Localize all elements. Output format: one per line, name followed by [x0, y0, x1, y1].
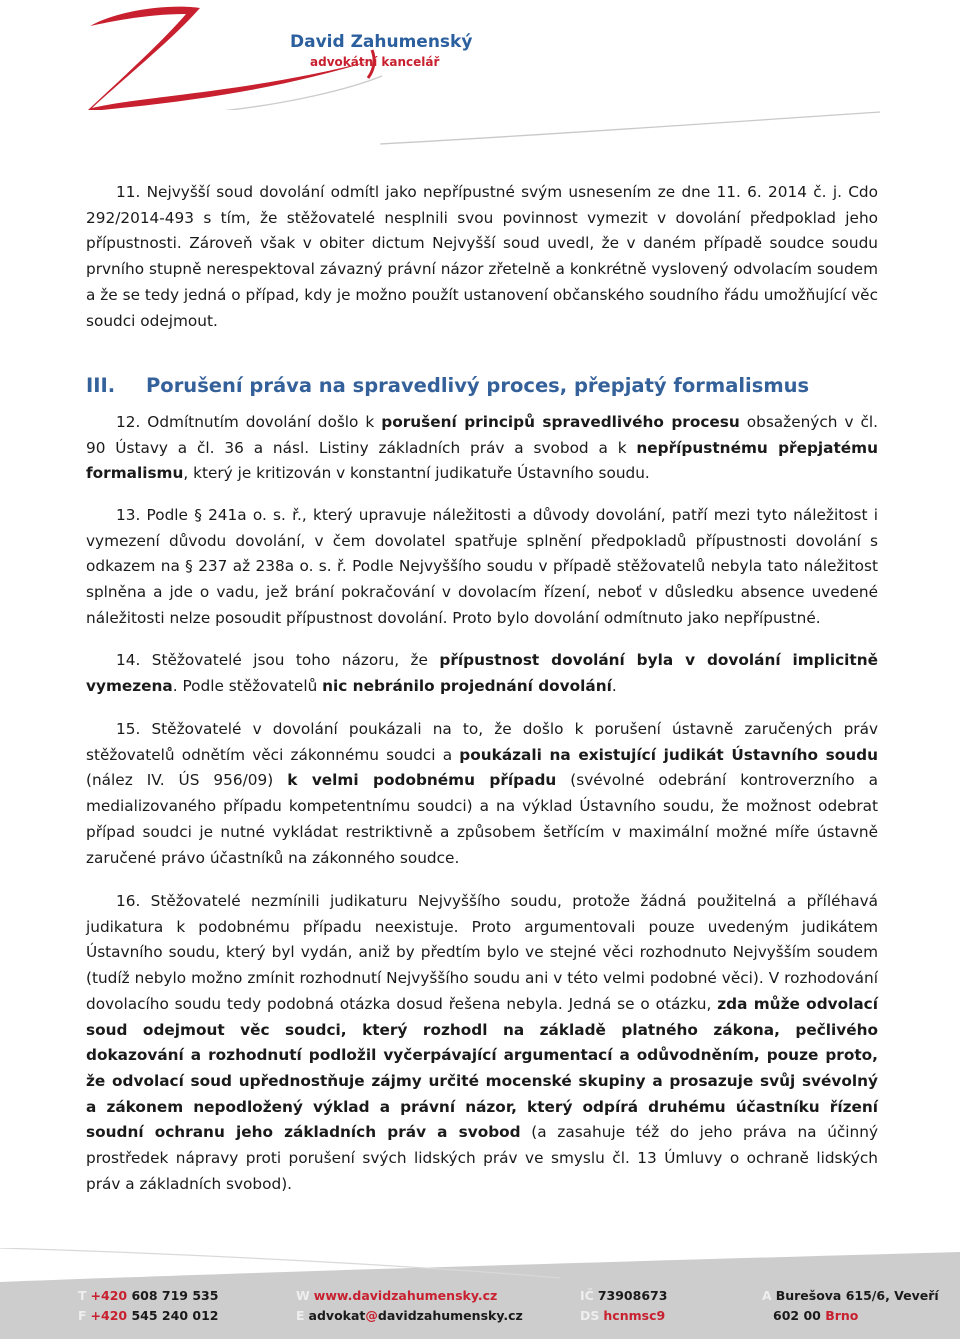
footer-ds: DS hcnmsc9	[580, 1308, 666, 1323]
paragraph-13: 13. Podle § 241a o. s. ř., který upravuje náležitosti a důvody dovolání, patří mezi tyto náležitost i vymezení důvodu dovolání, v čem dovolatel spatřuje splnění předpokladů přípustnosti dovolání s odkazem na § 237 až 238a o. s. ř. Podle Nejvyššího soudu v případě stěžovatelů nebyla tato náležitost splněna a jde o vadu, jež brání pokračování v dovolacím řízení, neboť v důsledku absence uvedené náležitosti nelze posoudit přípustnost dovolání. Proto bylo dovolání odmítnuto jako nepřípustné.	[86, 506, 878, 627]
footer-email-link[interactable]: E advokat@davidzahumensky.cz	[296, 1308, 523, 1323]
emphasis: nepřípustnému přepjatému formalismu	[86, 438, 878, 483]
emphasis: nic nebránilo projednání dovolání	[322, 676, 612, 695]
paragraph-11: 11. Nejvyšší soud dovolání odmítl jako nepřípustné svým usnesením ze dne 11. 6. 2014 č. j. Cdo 292/2014-493 s tím, že stěžovatelé nesplnili svou povinnost vymezit v dovolání předpoklad jeho přípustnosti. Zároveň však v obiter dictum Nejvyšší soud uvedl, že v daném případě soudce soudu prvního stupně nerespektoval závazný právní názor zřetelně a konkrétně vyslovený odvolacím soudem a že se tedy jedná o případ, kdy je možno použít ustanovení občanského soudního řádu umožňující věc soudci odejmout.	[86, 183, 878, 330]
footer	[0, 1248, 960, 1339]
logo-name: David Zahumenský	[290, 32, 473, 52]
section-number: III.	[86, 374, 116, 397]
footer-fax: F +420 545 240 012	[78, 1308, 219, 1323]
header-swoosh-line	[380, 108, 880, 148]
paragraph-12: 12. Odmítnutím dovolání došlo k porušení principů spravedlivého procesu obsažených v čl. 90 Ústavy a čl. 36 a násl. Listiny základních práv a svobod a k nepřípustnému přepjatému formalismu, který je kritizován v konstantní judikatuře Ústavního soudu.	[86, 413, 878, 483]
footer-web-link[interactable]: W www.davidzahumensky.cz	[296, 1288, 498, 1303]
logo-subtitle: advokátní kancelář	[310, 55, 440, 69]
footer-address: A Burešova 615/6, Veveří	[762, 1288, 939, 1303]
emphasis: přípustnost dovolání byla v dovolání implicitně vymezena	[86, 651, 879, 695]
company-logo	[82, 0, 473, 110]
emphasis: k velmi podobnému případu	[287, 771, 557, 790]
section-title: Porušení práva na spravedlivý proces, přepjatý formalismus	[146, 374, 810, 397]
paragraph-16: 16. Stěžovatelé nezmínili judikaturu Nejvyššího soudu, protože žádná použitelná a příléhavá judikatura k podobnému případu neexistuje. Proto argumentovali pouze uvedeným judikátem Ústavního soudu, který byl vydán, aniž by předtím bylo ve stejné věci rozhodnuto Nejvyšším soudem (tudíž nebylo možno zmínit rozhodnutí Nejvyššího soudu ani v této velmi podobné věci). V rozhodování dovolacího soudu tedy podobná otázka dosud řešena nebyla. Jedná se o otázku, zda může odvolací soud odejmout věc soudci, který rozhodl na základě platného zákona, pečlivého dokazování a rozhodnutí podložil vyčerpávající argumentací a odůvodněním, pouze proto, že odvolací soud upřednostňuje zájmy určité mocenské skupiny a prosazuje svůj svévolný a zákonem nepodložený výklad a právní názor, který odpírá druhému účastníku řízení soudní ochranu jeho základních práv a svobod (a zasahuje též do jeho práva na účinný prostředek nápravy proti porušení svých lidských práv ve smyslu čl. 13 Úmluvy o ochraně lidských práv a základních svobod).	[86, 892, 878, 1193]
emphasis: zda může odvolací soud odejmout věc soudci, který rozhodl na základě platného zákona, pečlivého dokazování a rozhodnutí podložil vyčerpávající argumentací a odůvodněním, pouze proto, že odvolací soud upřednostňuje zájmy určité mocenské skupiny a prosazuje svůj svévolný a zákonem nepodložený výklad a právní názor, který odpírá druhému účastníku řízení soudní ochranu jeho základních práv a svobod	[86, 994, 878, 1142]
footer-city: 602 00 Brno	[773, 1308, 859, 1323]
emphasis: poukázali na existující judikát Ústavního soudu	[459, 745, 878, 764]
footer-ic: IČ 73908673	[580, 1288, 668, 1303]
paragraph-15: 15. Stěžovatelé v dovolání poukázali na to, že došlo k porušení ústavně zaručených práv stěžovatelů odnětím věci zákonnému soudci a poukázali na existující judikát Ústavního soudu (nález IV. ÚS 956/09) k velmi podobnému případu (svévolné odebrání kontroverzního a medializovaného případu kompetentnímu soudci) a na výklad Ústavního soudu, že možnost odebrat případ soudci je nutné vykládat restriktivně a způsobem šetřícím v maximální možné míře ústavně zaručené právo účastníků na zákonného soudce.	[86, 720, 879, 867]
emphasis: porušení principů spravedlivého procesu	[381, 413, 740, 431]
footer-phone: T +420 608 719 535	[78, 1288, 219, 1303]
section-heading	[86, 374, 809, 397]
paragraph-14: 14. Stěžovatelé jsou toho názoru, že přípustnost dovolání byla v dovolání implicitně vymezena. Podle stěžovatelů nic nebránilo projednání dovolání.	[86, 651, 879, 695]
